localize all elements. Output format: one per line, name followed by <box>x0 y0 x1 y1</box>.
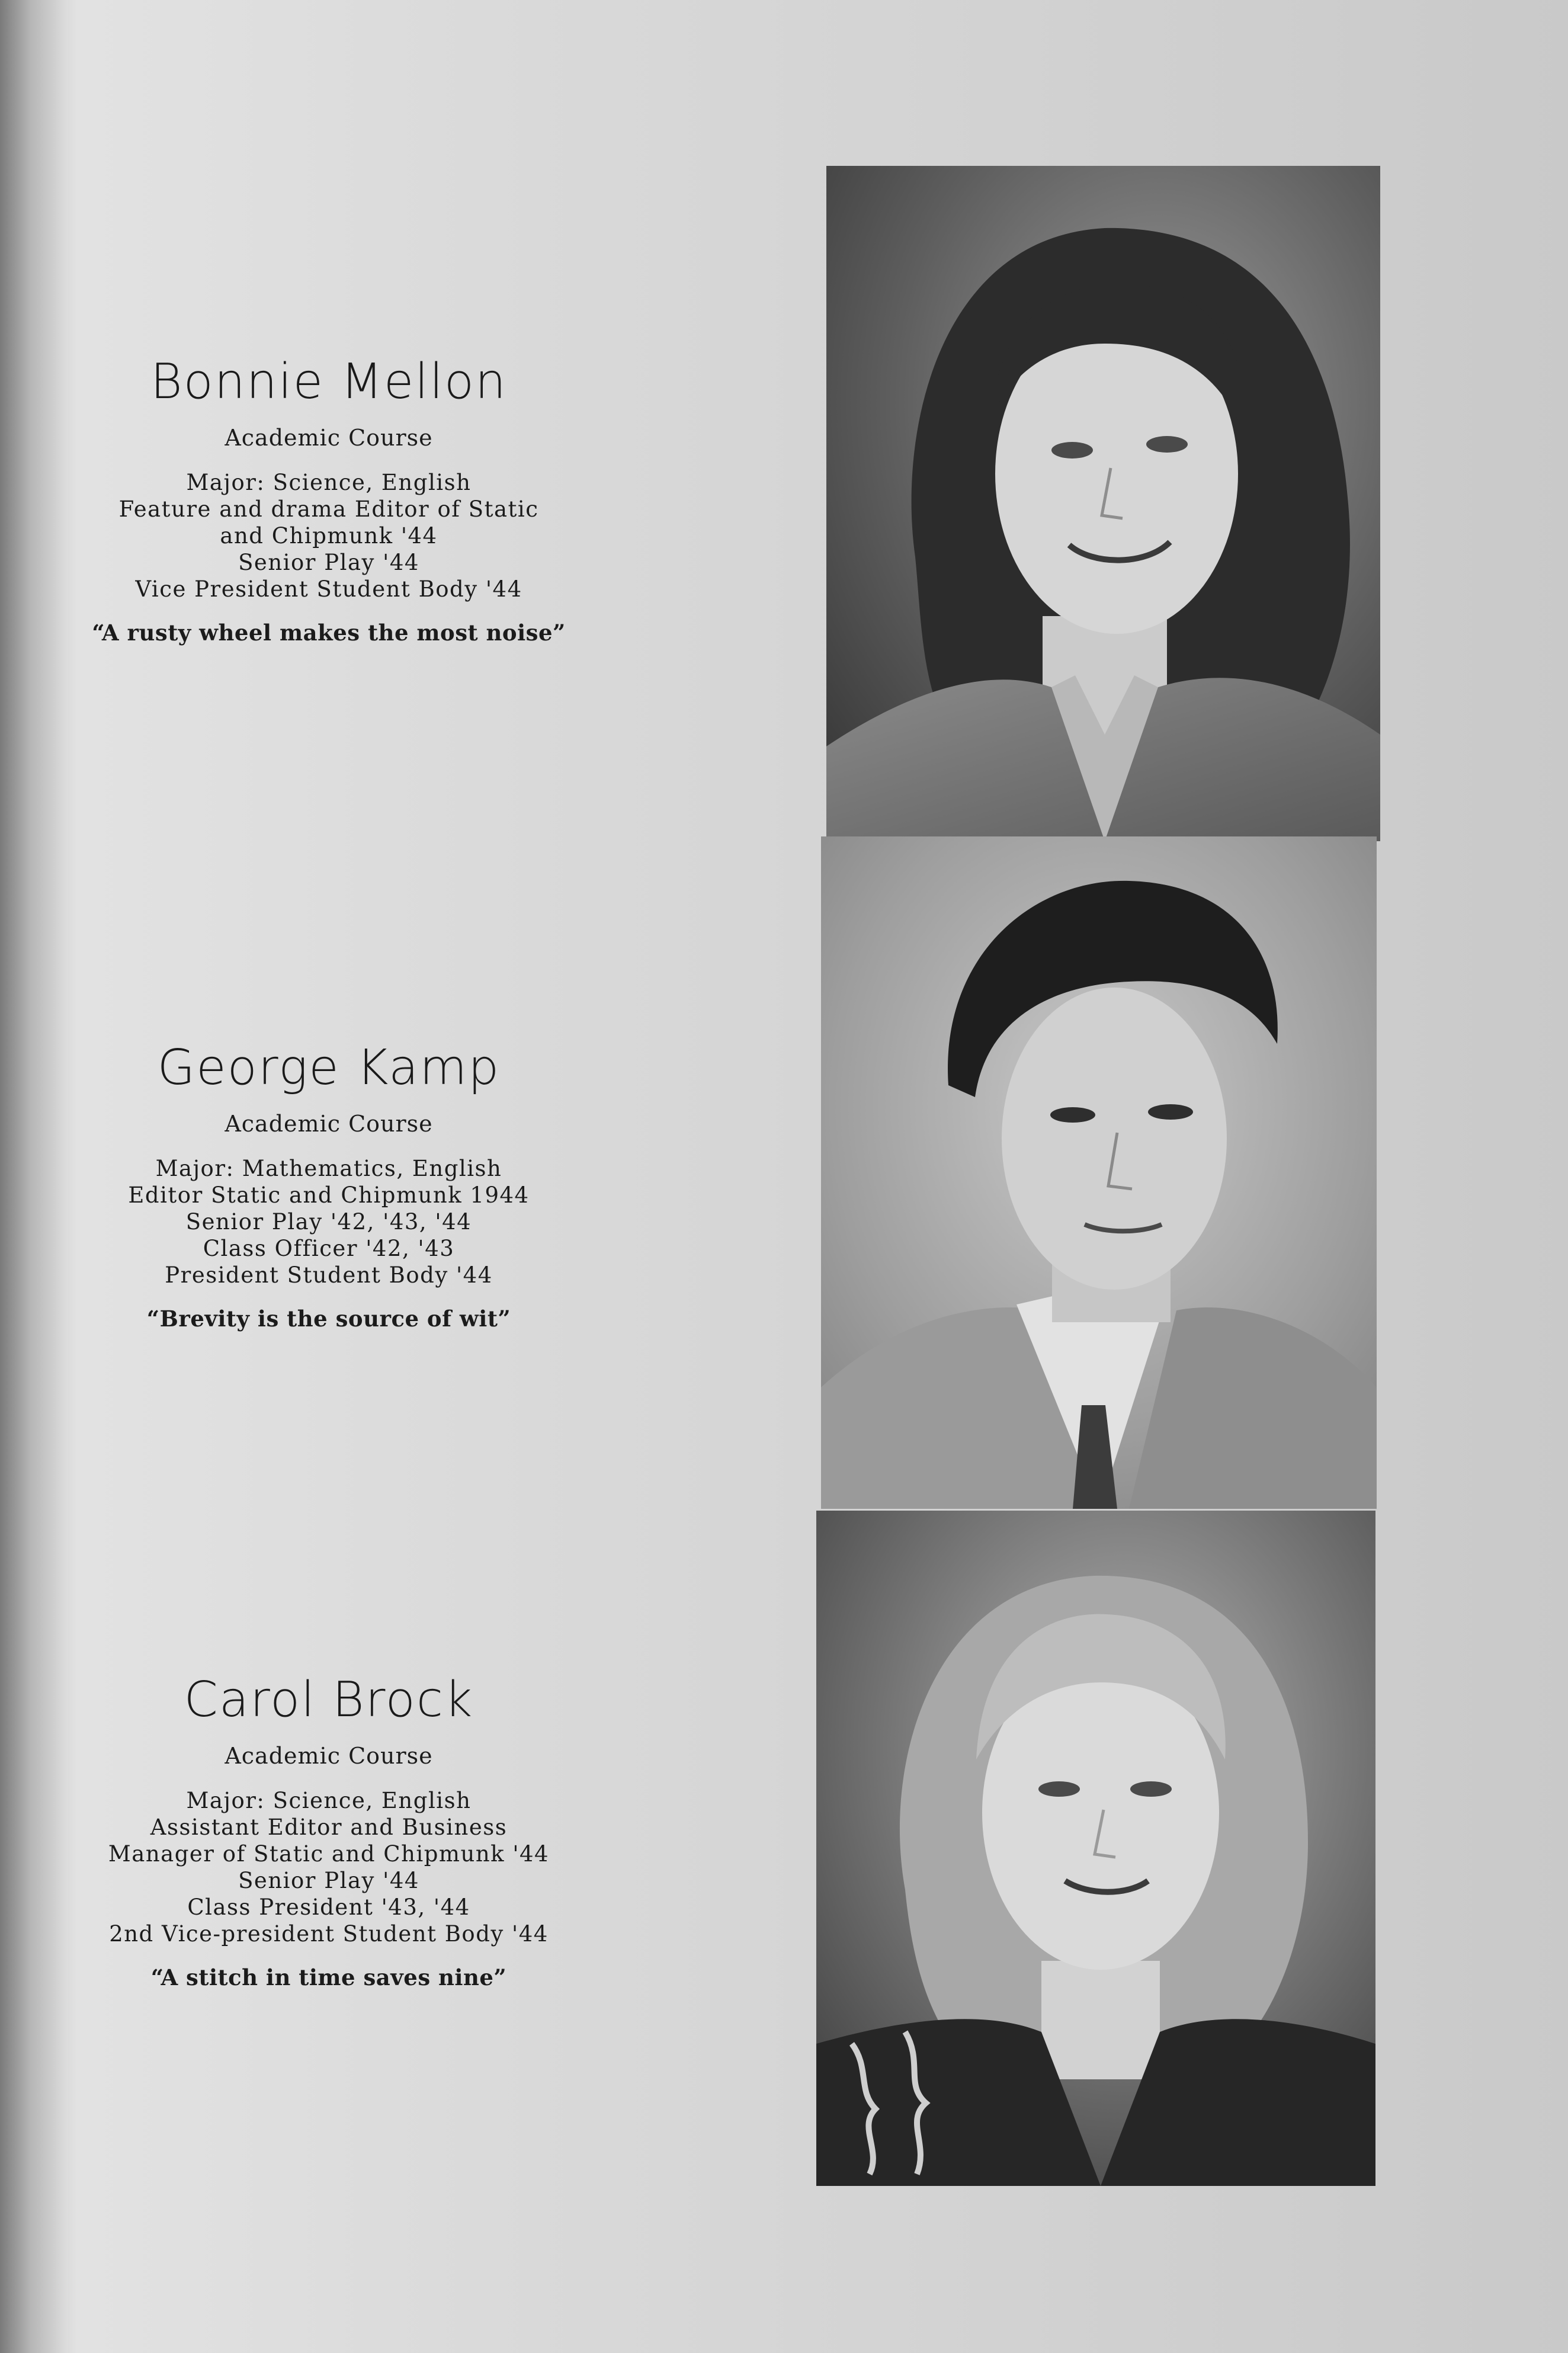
student-entry-carol-brock <box>62 1668 595 1991</box>
student-name: Bonnie Mellon <box>150 354 507 410</box>
portrait-photo-carol-brock <box>816 1511 1375 2186</box>
student-activities <box>62 1155 595 1288</box>
activity-line: Vice President Student Body '44 <box>135 576 522 602</box>
student-entry-bonnie-mellon <box>62 350 595 646</box>
activity-line: Senior Play '44 <box>238 550 419 575</box>
student-quote: “Brevity is the source of wit” <box>146 1306 511 1332</box>
activity-line: Assistant Editor and Business <box>150 1815 508 1840</box>
activity-line: 2nd Vice-president Student Body '44 <box>109 1921 549 1947</box>
student-activities <box>62 469 595 602</box>
student-activities <box>62 1787 595 1947</box>
activity-line: Major: Science, English <box>186 470 472 495</box>
student-entry-george-kamp <box>62 1036 595 1332</box>
student-course: Academic Course <box>225 1111 433 1137</box>
portrait-photo-george-kamp <box>821 836 1377 1509</box>
student-course: Academic Course <box>225 1743 433 1769</box>
activity-line: Feature and drama Editor of Static <box>118 496 539 522</box>
student-name: Carol Brock <box>184 1672 474 1728</box>
activity-line: Major: Mathematics, English <box>155 1156 502 1181</box>
activity-line: Manager of Static and Chipmunk '44 <box>108 1841 550 1867</box>
activity-line: Class Officer '42, '43 <box>203 1236 455 1261</box>
activity-line: and Chipmunk '44 <box>220 523 438 549</box>
activity-line: Class President '43, '44 <box>187 1894 470 1920</box>
book-gutter <box>0 0 68 2353</box>
student-course: Academic Course <box>225 425 433 451</box>
activity-line: Major: Science, English <box>186 1788 472 1813</box>
student-quote: “A rusty wheel makes the most noise” <box>92 620 566 646</box>
student-name: George Kamp <box>157 1040 501 1096</box>
activity-line: President Student Body '44 <box>165 1262 493 1288</box>
activity-line: Senior Play '44 <box>238 1868 419 1893</box>
portrait-photo-bonnie-mellon <box>826 166 1380 841</box>
activity-line: Editor Static and Chipmunk 1944 <box>128 1182 530 1208</box>
student-quote: “A stitch in time saves nine” <box>150 1964 507 1990</box>
activity-line: Senior Play '42, '43, '44 <box>185 1209 472 1235</box>
